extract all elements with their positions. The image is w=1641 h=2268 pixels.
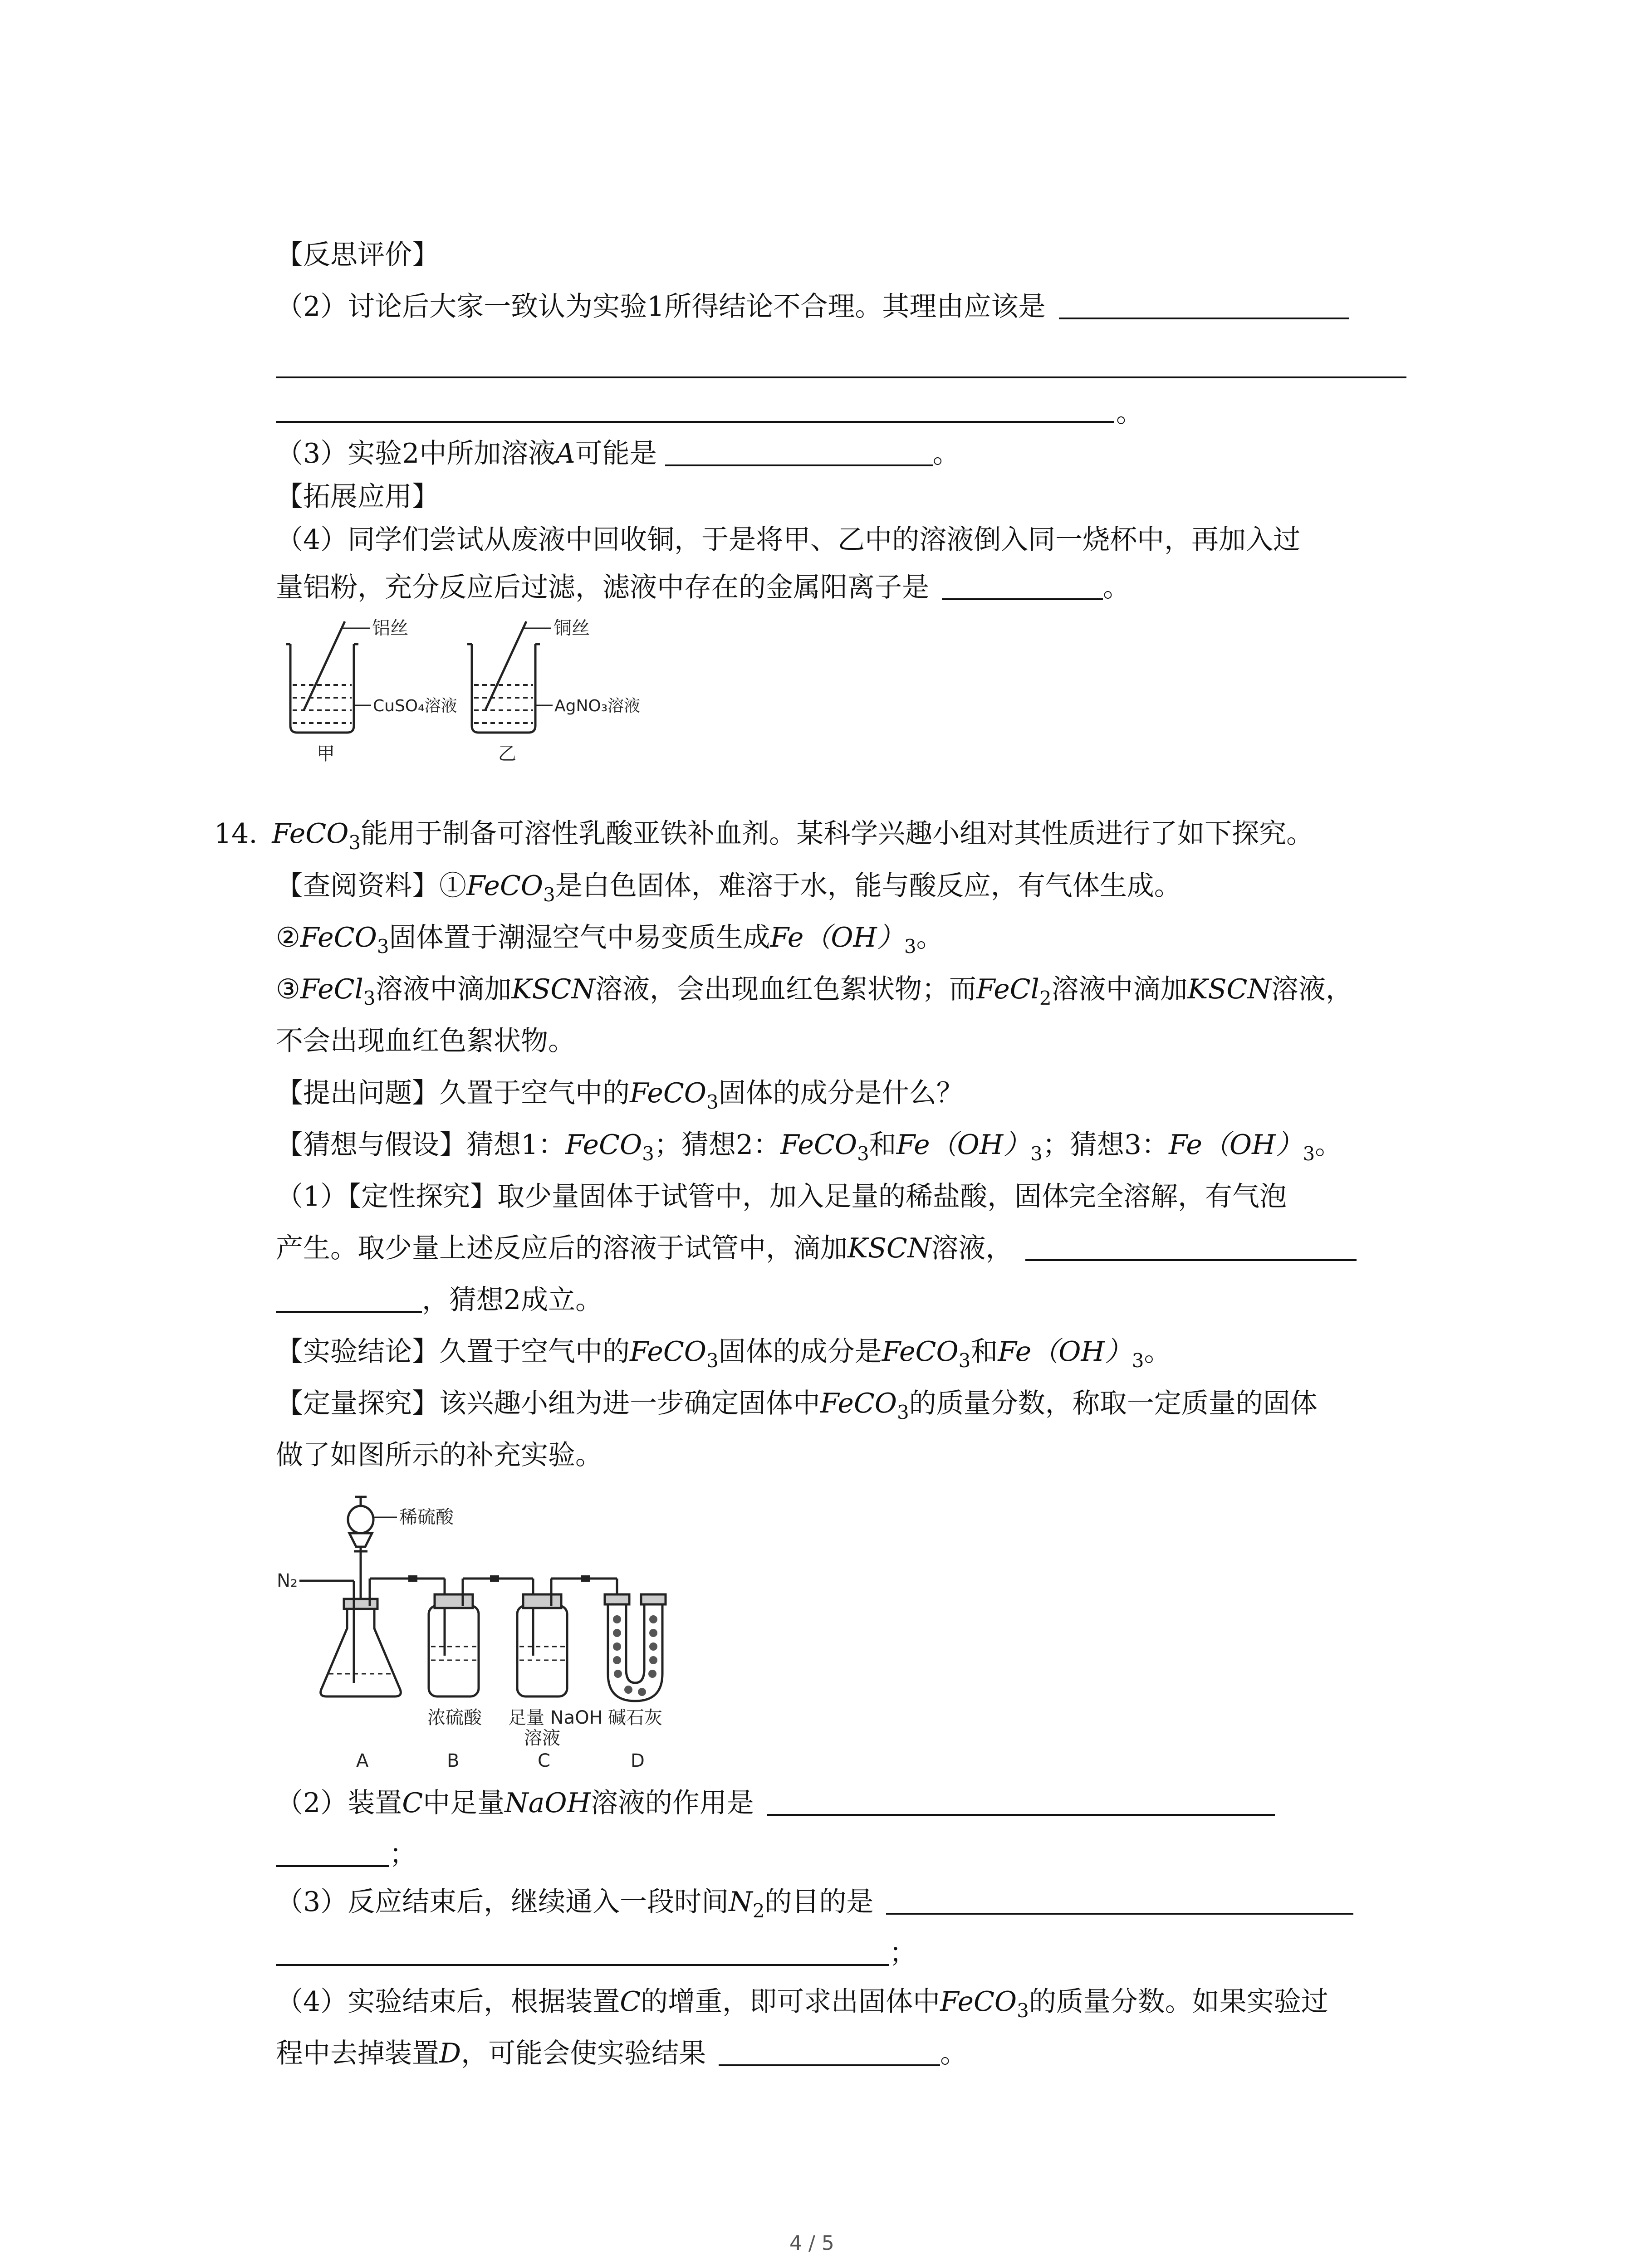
reflect-heading: 【反思评价】 [276,239,439,271]
bottle-c [517,1606,567,1696]
answer-blank[interactable] [276,1842,389,1867]
answer-line[interactable] [276,421,1114,423]
apparatus-a: A [356,1750,369,1771]
q14-intro: 14. FeCO$_3$能用于制备可溶性乳酸亚铁补血剂。某科学兴趣小组对其性质进行了如下探究。 [214,818,1314,854]
conclusion-line: 【实验结论】久置于空气中的FeCO$_3$固体的成分是FeCO$_3$和$Fe(OH)_3$。 [276,1336,1171,1372]
hypothesis-line: 【猜想与假设】猜想1：FeCO$_3$；猜想2：FeCO$_3$和$Fe(OH)_3$；猜想3：$Fe(OH)_3$。 [276,1129,1342,1165]
apparatus-b: B [447,1750,460,1771]
separatory-funnel [348,1506,373,1533]
answer-blank[interactable] [719,2041,940,2066]
flask-a [321,1606,401,1696]
q13-part3: （3）实验2中所加溶液A可能是 。 [276,438,960,469]
ref-line3-cont: 不会出现血红色絮状物。 [276,1025,575,1057]
beaker-b-caption: 乙 [498,743,516,764]
ref-line3: ③FeCl$_3$溶液中滴加KSCN溶液，会出现血红色絮状物；而FeCl$_2$溶液中滴加KSCN溶液， [276,973,1353,1009]
quantitative-line2: 做了如图所示的补充实验。 [276,1439,603,1471]
q14-part1-line3: ，猜想2成立。 [276,1286,603,1314]
apparatus-c: C [538,1750,550,1771]
extend-heading: 【拓展应用】 [276,481,439,513]
wire-b-label: 铜丝 [554,618,590,639]
q14-part1-line1: （1）【定性探究】取少量固体于试管中，加入足量的稀盐酸，固体完全溶解，有气泡 [276,1181,1287,1212]
q14-part1-line2: 产生。取少量上述反应后的溶液于试管中，滴加KSCN溶液， [276,1235,1357,1262]
ref-line2: ②FeCO$_3$固体置于潮湿空气中易变质生成$Fe(OH)_3$。 [276,922,944,958]
answer-blank[interactable] [1059,294,1349,319]
q14-part3: （3）反应结束后，继续通入一段时间$N_2$的目的是 [276,1888,1353,1921]
answer-blank[interactable] [942,575,1103,600]
answer-blank[interactable] [276,1941,889,1966]
beaker-figure [272,617,681,767]
bottle-b [429,1606,479,1696]
wire-a-label: 铝丝 [372,618,408,639]
bottle-b-label: 浓硫酸 [427,1707,482,1728]
beaker-a [286,644,358,733]
solution-a-label: CuSO₄溶液 [373,697,457,715]
bottle-c-label1: 足量 NaOH [508,1707,603,1728]
question-line: 【提出问题】久置于空气中的FeCO$_3$固体的成分是什么？ [276,1077,964,1113]
q14-part2: （2）装置C中足量NaOH溶液的作用是 [276,1789,1275,1817]
aluminum-wire [304,621,345,710]
apparatus-figure [272,1483,726,1774]
copper-wire [485,621,526,710]
q14-part3-cont: ； [276,1940,916,1967]
page-number: 4 / 5 [789,2232,834,2255]
solution-b-label: AgNO₃溶液 [554,697,641,715]
ref-line1: 【查阅资料】①FeCO$_3$是白色固体，难溶于水，能与酸反应，有气体生成。 [276,870,1181,906]
beaker-b [467,644,540,733]
answer-blank[interactable] [767,1790,1275,1816]
q13-part2: （2）讨论后大家一致认为实验1所得结论不合理。其理由应该是 [276,293,1349,320]
bottle-c-label2: 溶液 [524,1728,560,1749]
n2-label: N₂ [277,1570,298,1591]
q14-part4-line2: 程中去掉装置D，可能会使实验结果 。 [276,2038,968,2069]
u-tube-d-label: 碱石灰 [608,1707,662,1728]
answer-blank[interactable] [1025,1236,1357,1261]
quantitative-line1: 【定量探究】该兴趣小组为进一步确定固体中FeCO$_3$的质量分数，称取一定质量的固体 [276,1388,1318,1423]
q13-part4-line1: （4）同学们尝试从废液中回收铜，于是将甲、乙中的溶液倒入同一烧杯中，再加入过 [276,524,1301,556]
q14-part4-line1: （4）实验结束后，根据装置C的增重，即可求出固体中FeCO$_3$的质量分数。如果实验过 [276,1986,1328,2022]
answer-blank[interactable] [276,1287,422,1313]
q13-part4-line2: 量铝粉，充分反应后过滤，滤液中存在的金属阳离子是 。 [276,572,1130,603]
answer-blank[interactable] [665,441,933,466]
q13-part2-end: 。 [1116,397,1143,429]
answer-blank[interactable] [886,1889,1353,1915]
answer-line[interactable] [276,376,1406,378]
beaker-a-caption: 甲 [317,743,335,764]
q14-part2-cont: ； [276,1841,416,1868]
acid-label: 稀硫酸 [399,1507,454,1528]
apparatus-d: D [631,1750,645,1771]
